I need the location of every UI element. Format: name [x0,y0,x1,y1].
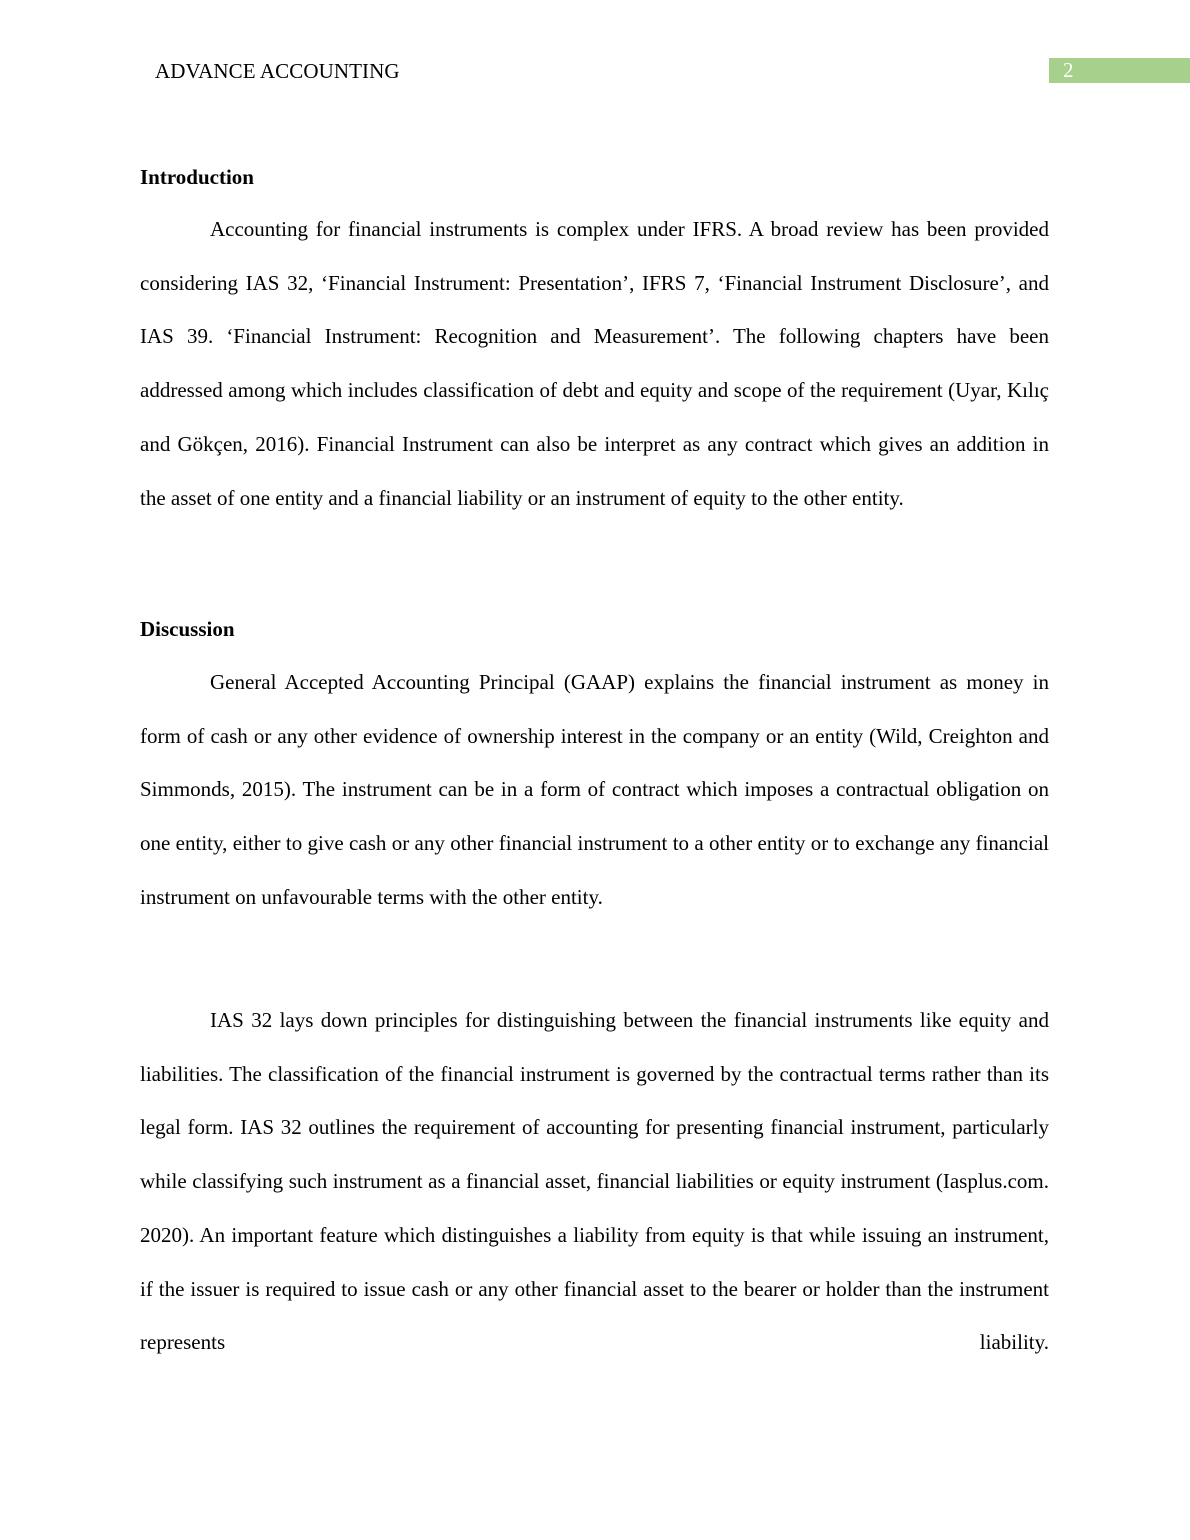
paragraph-discussion-1: General Accepted Accounting Principal (GAAP) explains the financial instrument as money in form of cash or any other evidence of ownership interest in the company or an entity (Wild, Creighton and Simmonds, 2015). The instrument can be in a form of contract which imposes a contractual obligation on one entity, either to give cash or any other financial instrument to a other entity or to exchange any financial instrument on unfavourable terms with the other entity. [140,670,1049,909]
section-heading-discussion: Discussion [140,617,235,641]
paragraph-discussion-2: IAS 32 lays down principles for distinguishing between the financial instruments like equity and liabilities. The classification of the financial instrument is governed by the contractual terms rather than its legal form. IAS 32 outlines the requirement of accounting for presenting financial instrument, particularly while classifying such instrument as a financial asset, financial liabilities or equity instrument (Iasplus.com. 2020). An important feature which distinguishes a liability from equity is that while issuing an instrument, if the issuer is required to issue cash or any other financial asset to the bearer or holder than the instrument represents liability. [140,1008,1049,1355]
paragraph-introduction: Accounting for financial instruments is complex under IFRS. A broad review has been provided considering IAS 32, ‘Financial Instrument: Presentation’, IFRS 7, ‘Financial Instrument Disclosure’, and IAS 39. ‘Financial Instrument: Recognition and Measurement’. The following chapters have been addressed among which includes classification of debt and equity and scope of the requirement (Uyar, Kılıç and Gökçen, 2016). Financial Instrument can also be interpret as any contract which gives an addition in the asset of one entity and a financial liability or an instrument of equity to the other entity. [140,217,1049,510]
section-heading-introduction: Introduction [140,165,254,189]
page-number-badge [1049,58,1190,83]
page-number: 2 [1063,58,1074,82]
running-head: ADVANCE ACCOUNTING [155,59,400,83]
